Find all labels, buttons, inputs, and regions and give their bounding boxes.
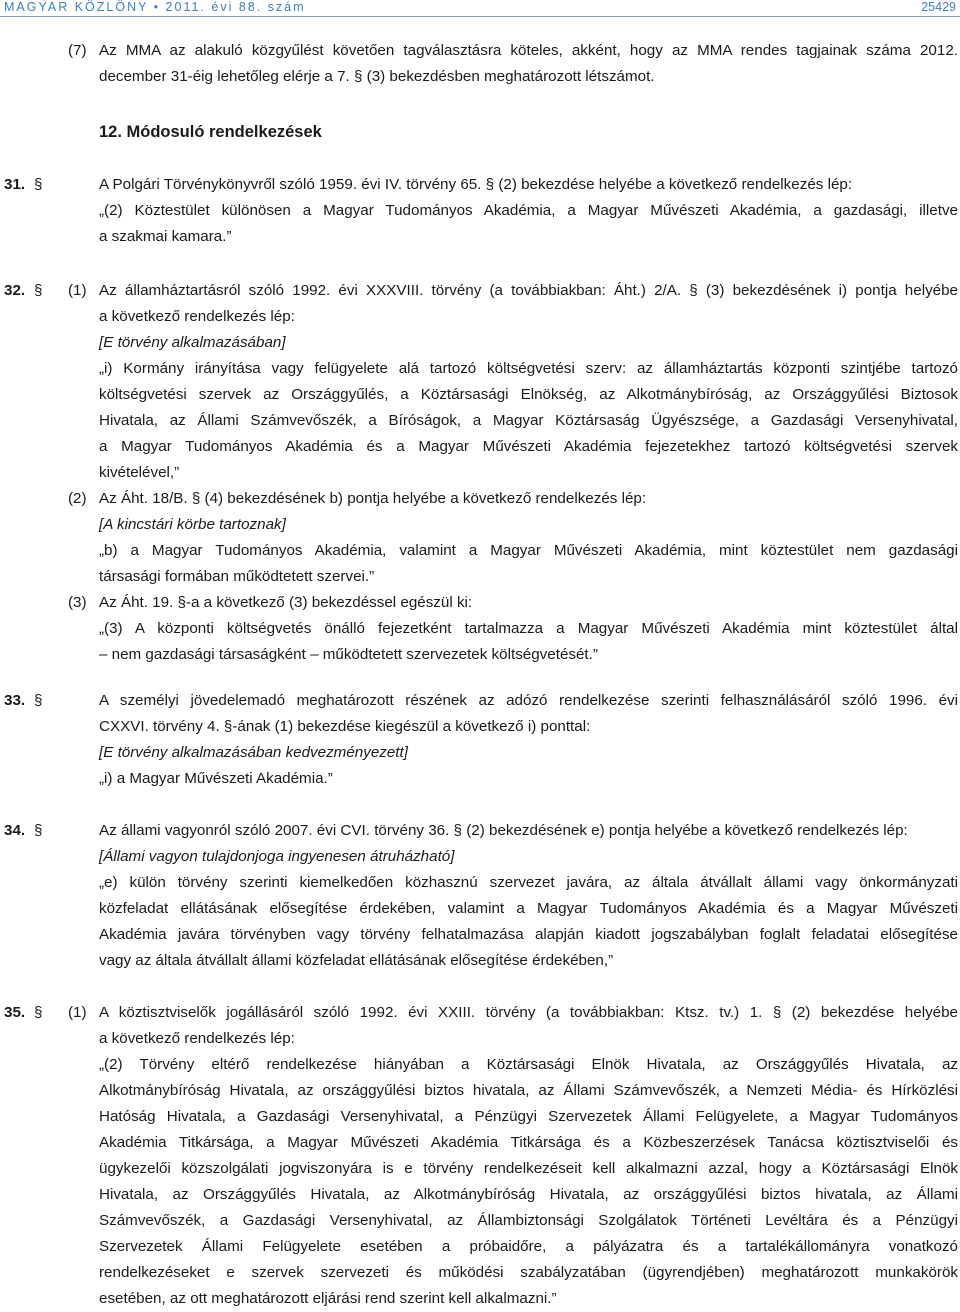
paragraph-number: (2) [68,490,87,507]
text-line: rendelkezéseket e szervek szervezeti és működési szabályzatában (ügyrendjében) meghatározott munkakörök [99,1264,958,1281]
journal-title: MAGYAR KÖZLÖNY • 2011. évi 88. szám [4,0,306,14]
text-line: „i) Kormány irányítása vagy felügyelete alá tartozó költségvetési szerv: az államháztartás központi szintjébe tartozó [99,360,958,377]
text-line: Akadémia javára törvényben vagy törvény felhatalmazása alapján kiadott jogszabályban foglalt feladatai elősegítése [99,926,958,943]
text-line: – nem gazdasági társaságként – működtetett szervezetek költségvetését.” [99,646,598,663]
text-line: társasági formában működtetett szervei.” [99,568,375,585]
text-line: költségvetési szervek az Országgyűlés, a Köztársasági Elnökség, az Alkotmánybíróság, az Országgyűlési Biztosok [99,386,958,403]
text-line: Az MMA az alakuló közgyűlést követően tagválasztásra köteles, akként, hogy az MMA rendes tagjainak száma 2012. [99,42,958,59]
text-line: Hivatala, az Országgyűlés Hivatala, az Alkotmánybíróság Hivatala, az országgyűlési biztos hivatala, az Állami [99,1186,958,1203]
text-line: „i) a Magyar Művészeti Akadémia.” [99,770,333,787]
text-line: közfeladat ellátásának elősegítése érdekében, valamint a Magyar Tudományos Akadémia és a Magyar Művészeti [99,900,958,917]
section-symbol: § [34,282,43,299]
text-line: Akadémia Titkársága, a Magyar Művészeti Akadémia Titkársága és a Közbeszerzések Tanácsa köztisztviselői és [99,1134,958,1151]
text-line: Az állami vagyonról szóló 2007. évi CVI. törvény 36. § (2) bekezdésének e) pontja helyébe a következő rendelkezés lép: [99,822,908,839]
paragraph-number: (7) [68,42,87,59]
section-number: 32. [4,282,26,299]
text-line: Az Áht. 19. §-a a következő (3) bekezdéssel egészül ki: [99,594,473,611]
page-header [0,0,960,22]
text-line: kivételével,” [99,464,180,481]
text-line: Alkotmánybíróság Hivatala, az országgyűlési biztos hivatala, az Állami Számvevőszék, a Nemzeti Média- és Hírközlési [99,1082,958,1099]
text-line: A Polgári Törvénykönyvről szóló 1959. évi IV. törvény 65. § (2) bekezdése helyébe a következő rendelkezés lép: [99,176,853,193]
section-number: 35. [4,1004,26,1021]
section-number: 33. [4,692,26,709]
text-line: december 31-éig lehetőleg elérje a 7. § (3) bekezdésben meghatározott létszámot. [99,68,655,85]
text-line: [E törvény alkalmazásában kedvezményezett] [99,744,408,761]
text-line: Számvevőszék, a Gazdasági Versenyhivatal, az Állambiztonsági Szolgálatok Történeti Levéltára és a Pénzügyi [99,1212,958,1229]
paragraph-number: (1) [68,1004,87,1021]
text-line: „b) a Magyar Tudományos Akadémia, valamint a Magyar Művészeti Akadémia, mint köztestület nem gazdasági [99,542,958,559]
paragraph-number: (3) [68,594,87,611]
chapter-heading: 12. Módosuló rendelkezések [99,123,322,141]
text-line: „(2) Törvény eltérő rendelkezése hiányában a Köztársasági Elnök Hivatala, az Országgyűlés Hivatala, az [99,1056,958,1073]
section-symbol: § [34,1004,43,1021]
text-line: A köztisztviselők jogállásáról szóló 1992. évi XXIII. törvény (a továbbiakban: Ktsz. tv.) 1. § (2) bekezdése helyébe [99,1004,958,1021]
text-line: [Állami vagyon tulajdonjoga ingyenesen átruházható] [99,848,455,865]
text-line: ügykezelői közszolgálati jogviszonyára is e törvény rendelkezéseit kell alkalmazni azzal, hogy a Köztársasági Elnök [99,1160,958,1177]
section-symbol: § [34,692,43,709]
text-line: a Magyar Tudományos Akadémia és a Magyar Művészeti Akadémia fejezetekhez tartozó költségvetési szervek [99,438,958,455]
page-number: 25429 [921,0,956,14]
header-rule [0,16,960,17]
text-line: a következő rendelkezés lép: [99,308,295,325]
text-line: „(2) Köztestület különösen a Magyar Tudományos Akadémia, a Magyar Művészeti Akadémia, a gazdasági, illetve [99,202,958,219]
text-line: „(3) A központi költségvetés önálló fejezetként tartalmazza a Magyar Művészeti Akadémia mint köztestület által [99,620,958,637]
text-line: esetében, az ott meghatározott eljárási rend szerint kell alkalmazni.” [99,1290,557,1307]
text-line: Az Áht. 18/B. § (4) bekezdésének b) pontja helyébe a következő rendelkezés lép: [99,490,647,507]
section-number: 34. [4,822,26,839]
section-number: 31. [4,176,26,193]
text-line: Szervezetek Állami Felügyelete esetében a próbaidőre, a pályázatra és a tartalékállományra vonatkozó [99,1238,958,1255]
text-line: A személyi jövedelemadó meghatározott részének az adózó rendelkezése szerinti felhasználásáról szóló 1996. évi [99,692,958,709]
paragraph-number: (1) [68,282,87,299]
text-line: „e) külön törvény szerinti kiemelkedően közhasznú szervezet javára, az általa átvállalt állami vagy önkormányzati [99,874,958,891]
text-line: Az államháztartásról szóló 1992. évi XXXVIII. törvény (a továbbiakban: Áht.) 2/A. § (3) bekezdésének i) pontja helyébe [99,282,958,299]
text-line: a szakmai kamara.” [99,228,232,245]
section-symbol: § [34,822,43,839]
text-line: Hatóság Hivatala, a Gazdasági Versenyhivatal, a Pénzügyi Szervezetek Állami Felügyelete, a Magyar Tudományos [99,1108,958,1125]
text-line: a következő rendelkezés lép: [99,1030,295,1047]
text-line: [E törvény alkalmazásában] [99,334,286,351]
text-line: Hivatala, az Állami Számvevőszék, a Bíróságok, a Magyar Köztársaság Ügyészsége, a Gazdasági Versenyhivatal, [99,412,958,429]
text-line: [A kincstári körbe tartoznak] [99,516,286,533]
text-line: vagy az általa átvállalt állami közfeladat ellátásának elősegítése érdekében,” [99,952,614,969]
text-line: CXXVI. törvény 4. §-ának (1) bekezdése kiegészül a következő i) ponttal: [99,718,591,735]
section-symbol: § [34,176,43,193]
